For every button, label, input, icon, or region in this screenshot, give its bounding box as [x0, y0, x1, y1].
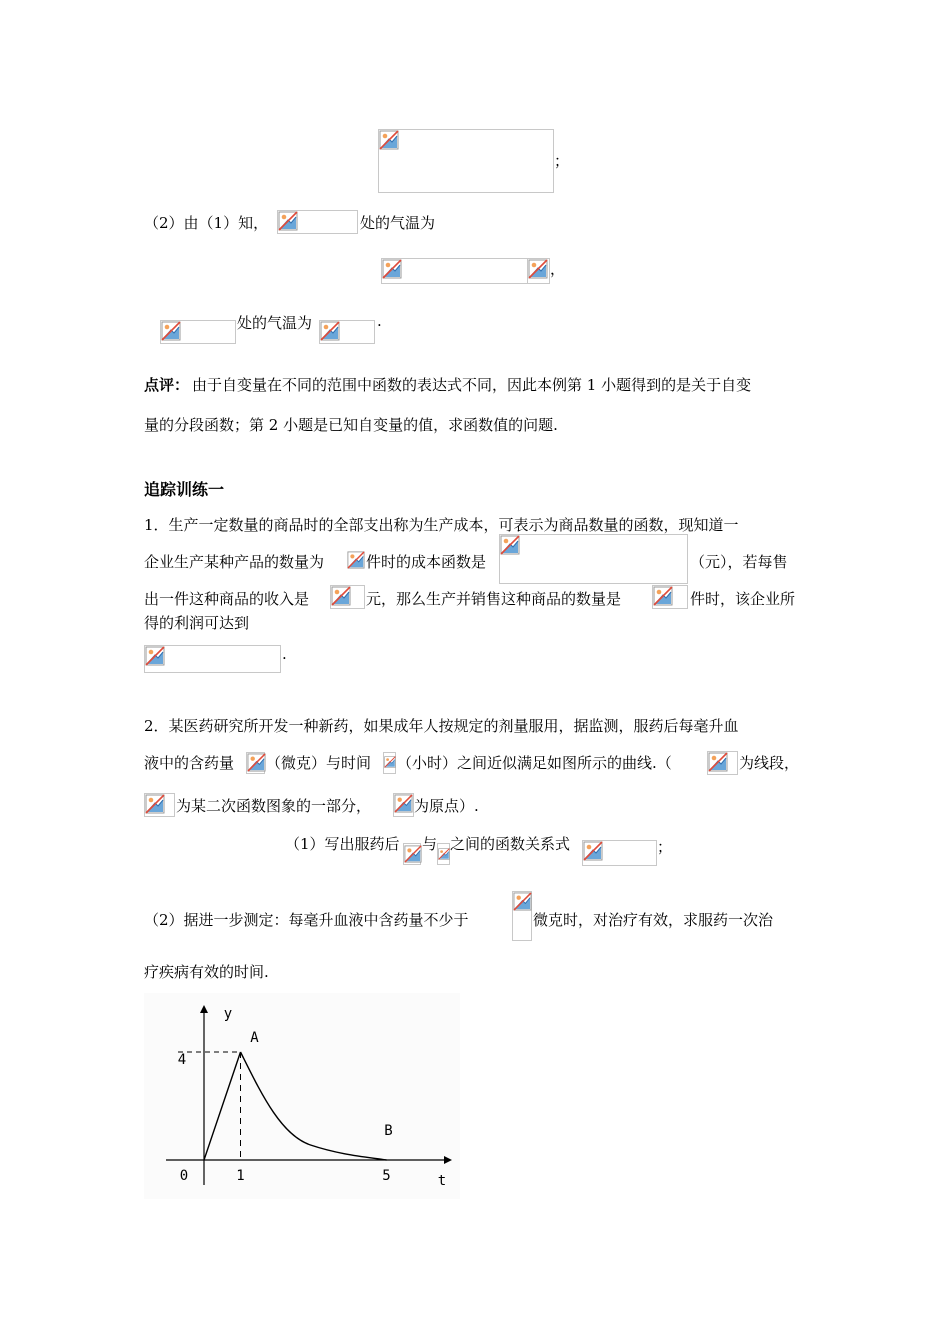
broken-image-icon — [384, 753, 396, 771]
broken-image-icon — [331, 586, 351, 606]
q2-sub1-b: 与 — [422, 835, 438, 853]
origin-label: 0 — [179, 1168, 189, 1184]
q2-sub1-c: 之间的函数关系式 — [450, 835, 571, 853]
var-y-image — [246, 752, 265, 774]
x-tick-5: 5 — [382, 1168, 391, 1184]
profit-image — [144, 645, 281, 673]
var-t-image — [383, 752, 396, 774]
q1-line-2c: （元），若每售 — [690, 553, 788, 571]
formula-image-3 — [381, 258, 528, 284]
section-title: 追踪训练一 — [144, 480, 225, 499]
q1-line-3a: 出一件这种商品的收入是 — [144, 590, 310, 608]
part2-temp-text: 处的气温为 — [360, 214, 436, 232]
point-a-label: A — [250, 1030, 259, 1046]
q2-sub1-a: （1）写出服药后 — [285, 835, 400, 853]
period-text-2: . — [282, 645, 287, 663]
revenue-image — [330, 585, 365, 609]
q2-sub2-b: 微克时，对治疗有效，求服药一次治 — [533, 911, 774, 929]
broken-image-icon — [145, 646, 165, 666]
y-axis-label: y — [223, 1006, 233, 1022]
origin-o-image — [393, 793, 414, 817]
part2-prefix: （2）由（1）知， — [144, 214, 269, 232]
formula-image-4 — [527, 258, 550, 284]
q1-line-2b: 件时的成本函数是 — [366, 553, 487, 571]
formula-image-1 — [378, 129, 554, 193]
q2-line-2d: 为线段， — [739, 754, 800, 772]
formula-image-5 — [160, 320, 236, 344]
row4-temp-text: 处的气温为 — [237, 314, 313, 332]
semicolon-text-2: ； — [657, 838, 673, 856]
threshold-image — [512, 891, 532, 941]
broken-image-icon — [708, 752, 728, 772]
broken-image-icon — [320, 321, 340, 341]
period-text: . — [377, 312, 382, 330]
broken-image-icon — [653, 586, 673, 606]
sub1-function-image — [582, 840, 657, 866]
curve-ab-image — [144, 793, 175, 817]
sub1-var-t-image — [403, 843, 421, 865]
broken-image-icon — [394, 794, 413, 813]
segment-oa — [204, 1052, 241, 1160]
comment-line-1: 由于自变量在不同的范围中函数的表达式不同，因此本例第 1 小题得到的是关于自变 — [192, 376, 752, 394]
q2-line-2b: （微克）与时间 — [266, 754, 372, 772]
formula-image-2 — [277, 210, 358, 234]
q1-line-3b: 元，那么生产并销售这种商品的数量是 — [366, 590, 622, 608]
quantity-image — [652, 585, 688, 609]
q2-line-3a: 为某二次函数图象的一部分， — [176, 797, 372, 815]
broken-image-icon — [528, 259, 548, 279]
comment-label: 点评： — [144, 376, 190, 394]
broken-image-icon — [247, 753, 266, 772]
q1-line-3c: 件时，该企业所 — [690, 590, 796, 608]
broken-image-icon — [379, 130, 399, 150]
broken-image-icon — [382, 259, 402, 279]
broken-image-icon — [347, 551, 365, 569]
broken-image-icon — [500, 535, 520, 555]
broken-image-icon — [438, 844, 450, 864]
semicolon-text: ； — [554, 152, 570, 170]
formula-image-6 — [319, 320, 375, 344]
comma-text: ， — [550, 260, 566, 278]
broken-image-icon — [161, 321, 181, 341]
drug-concentration-graph — [144, 993, 460, 1199]
point-b-label: B — [384, 1123, 393, 1139]
q2-sub2-a: （2）据进一步测定：每毫升血液中含药量不少于 — [144, 911, 469, 929]
y-axis-arrow — [200, 1005, 208, 1013]
var-x-image — [347, 551, 365, 569]
broken-image-icon — [513, 892, 532, 911]
q2-line-3b: 为原点）. — [414, 797, 479, 815]
sub1-var-y-image — [437, 843, 450, 865]
broken-image-icon — [583, 841, 603, 861]
curve-ab — [241, 1052, 387, 1160]
q2-line-1: 2．某医药研究所开发一种新药，如果成年人按规定的剂量服用，据监测，服药后每毫升血 — [144, 717, 739, 735]
x-axis-arrow — [444, 1156, 452, 1164]
x-axis-label: t — [437, 1173, 447, 1189]
q1-line-2a: 企业生产某种产品的数量为 — [144, 553, 325, 571]
q2-line-2a: 液中的含药量 — [144, 754, 235, 772]
comment-line-2: 量的分段函数；第 2 小题是已知自变量的值，求函数值的问题. — [144, 416, 558, 434]
q2-sub2-c: 疗疾病有效的时间. — [144, 963, 269, 981]
segment-oa-image — [707, 751, 738, 775]
q1-line-4: 得的利润可达到 — [144, 614, 250, 632]
y-tick-4: 4 — [177, 1052, 187, 1068]
q1-line-1: 1．生产一定数量的商品时的全部支出称为生产成本，可表示为商品数量的函数，现知道一 — [144, 516, 739, 534]
q2-line-2c: （小时）之间近似满足如图所示的曲线.（ — [397, 754, 672, 772]
broken-image-icon — [404, 844, 422, 864]
broken-image-icon — [145, 794, 165, 814]
broken-image-icon — [278, 211, 298, 231]
x-tick-1: 1 — [236, 1168, 245, 1184]
cost-function-image — [499, 534, 688, 584]
